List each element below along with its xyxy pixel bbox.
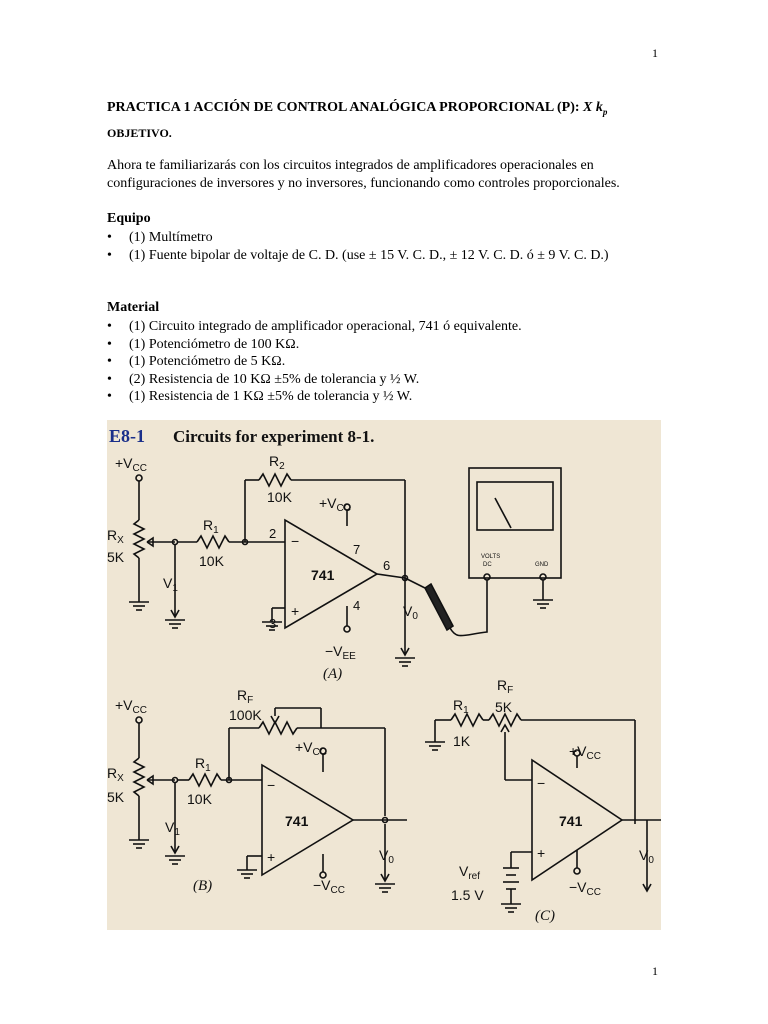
svg-text:R1: $R_1$ xyxy=(195,755,211,774)
svg-text:100K: 100K xyxy=(229,707,262,723)
circuit-diagram xyxy=(107,420,661,930)
list-item: • (2) Resistencia de 10 KΩ ±5% de tolerancia y ½ W. xyxy=(107,371,420,387)
svg-text:6: 6 xyxy=(383,558,391,573)
svg-text:(A): (A) xyxy=(323,666,343,682)
svg-text:V1: $V_1$ xyxy=(163,575,178,594)
figure-caption: Circuits for experiment 8-1. xyxy=(173,427,375,446)
objective-heading: OBJETIVO. xyxy=(107,126,172,140)
svg-text:+: + xyxy=(267,849,276,865)
svg-text:741: 741 xyxy=(311,567,335,583)
svg-text:+VCC: $+V_{CC}$ xyxy=(115,455,147,474)
page-number-bottom: 1 xyxy=(652,964,658,978)
svg-text:V0: $V_0$ xyxy=(639,847,654,866)
svg-text:R1: $R_1$ xyxy=(453,697,469,716)
svg-text:R2: $R_2$ xyxy=(269,453,285,472)
svg-text:RF: $R_F$ xyxy=(497,677,514,696)
svg-text:−VCC: $-V_{CC}$ xyxy=(569,879,601,898)
svg-text:4: 4 xyxy=(353,598,361,613)
svg-text:1K: 1K xyxy=(453,733,471,749)
equipo-list xyxy=(107,229,667,264)
svg-text:(B): (B) xyxy=(193,878,213,894)
svg-text:+: + xyxy=(537,845,546,861)
svg-text:−: − xyxy=(537,775,546,791)
svg-text:2: 2 xyxy=(269,526,277,541)
svg-text:R1: $R_1$ xyxy=(203,517,219,536)
svg-text:−VEE: $-V_{EE}$ xyxy=(325,643,356,662)
svg-text:−VCC: $-V_{CC}$ xyxy=(313,877,345,896)
svg-text:+VCC: $+V_{CC}$ xyxy=(115,697,147,716)
svg-text:RX: $R_X$ xyxy=(107,527,124,546)
svg-text:V0: $V_0$ xyxy=(379,847,394,866)
list-item: • (1) Resistencia de 1 KΩ ±5% de tolerancia y ½ W. xyxy=(107,389,413,404)
svg-text:741: 741 xyxy=(559,813,583,829)
list-item: • (1) Fuente bipolar de voltaje de C. D. (use ± 15 V. C. D., ± 12 V. C. D. ó ± 9 V. C. D.) xyxy=(107,247,609,263)
svg-text:−: − xyxy=(267,777,276,793)
circuit-figure xyxy=(107,420,661,930)
svg-text:3: 3 xyxy=(269,616,277,631)
svg-text:10K: 10K xyxy=(187,791,212,807)
list-item: • (1) Circuito integrado de amplificador operacional, 741 ó equivalente. xyxy=(107,319,522,334)
svg-text:GND: GND xyxy=(535,562,549,568)
svg-text:+: + xyxy=(291,603,300,619)
list-item: • (1) Potenciómetro de 100 KΩ. xyxy=(107,336,300,352)
svg-text:V1: $V_1$ xyxy=(165,819,180,838)
material-list xyxy=(107,318,667,406)
svg-text:VOLTS: VOLTS xyxy=(481,554,501,560)
svg-text:+VCC: $+V_{CC}$ xyxy=(295,739,327,758)
svg-text:Vref: $V_{ref}$ xyxy=(459,863,481,882)
svg-text:+VCC: $+V_{CC}$ xyxy=(569,743,601,762)
page-number-top: 1 xyxy=(652,46,658,60)
list-item: • (1) Potenciómetro de 5 KΩ. xyxy=(107,354,286,369)
svg-text:5K: 5K xyxy=(107,549,125,565)
equipo-heading: Equipo xyxy=(107,211,151,226)
material-heading: Material xyxy=(107,300,160,315)
svg-text:10K: 10K xyxy=(199,553,224,569)
svg-text:+VCC: $+V_{CC}$ xyxy=(319,495,351,514)
intro-paragraph: Ahora te familiarizarás con los circuitos integrados de amplificadores operacionales en configuraciones de inversores y no inversores, funcionando como controles proporcionales. xyxy=(107,158,620,191)
svg-text:−: − xyxy=(291,533,300,549)
svg-text:1.5 V: 1.5 V xyxy=(451,887,484,903)
svg-text:741: 741 xyxy=(285,813,309,829)
svg-text:5K: 5K xyxy=(107,789,125,805)
svg-text:5K: 5K xyxy=(495,699,513,715)
document-title: PRACTICA 1 ACCIÓN DE CONTROL ANALÓGICA PROPORCIONAL (P): X $k_p$ xyxy=(107,100,608,117)
svg-text:RF: $R_F$ xyxy=(237,687,254,706)
svg-text:DC: DC xyxy=(483,562,492,568)
figure-id: E8-1 xyxy=(109,426,145,446)
svg-text:(C): (C) xyxy=(535,908,555,924)
svg-text:RX: $R_X$ xyxy=(107,765,124,784)
svg-text:V0: $V_0$ xyxy=(403,603,418,622)
svg-text:10K: 10K xyxy=(267,489,292,505)
svg-text:7: 7 xyxy=(353,542,361,557)
list-item: • (1) Multímetro xyxy=(107,230,213,245)
